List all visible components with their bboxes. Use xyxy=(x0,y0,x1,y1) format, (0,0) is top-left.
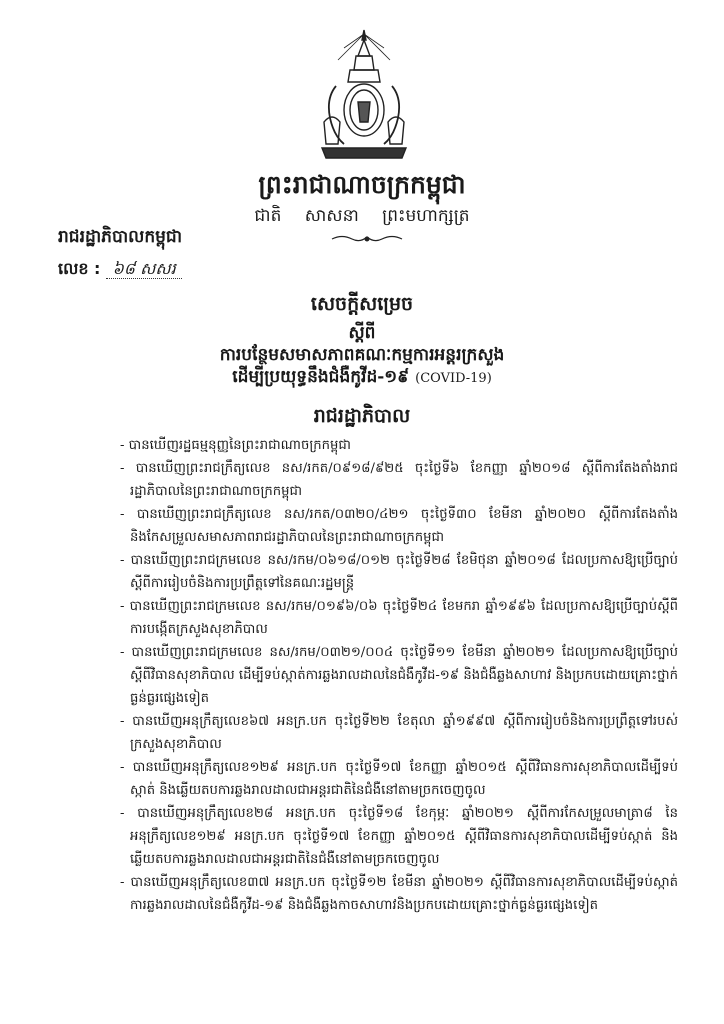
national-motto: ជាតិ សាសនា ព្រះមហាក្សត្រ xyxy=(254,206,470,226)
government-label: រាជរដ្ឋាភិបាលកម្ពុជា xyxy=(58,227,183,247)
considerations-list xyxy=(120,434,678,917)
list-item: - បានឃើញព្រះរាជក្រមលេខ នស/រកម/០៦១៨/០១២ ចុះថ្ងៃទី២៨ ខែមិថុនា ឆ្នាំ២០១៨ ដែលប្រកាសឱ្យប្រើច្បាប់ស្តីពីការរៀបចំនិងការប្រព្រឹត្តទៅនៃគណៈរដ្ឋមន្ត្រី xyxy=(120,553,678,591)
list-item: - បានឃើញអនុក្រឹត្យលេខ១២៩ អនក្រ.បក ចុះថ្ងៃទី១៧ ខែកញ្ញា ឆ្នាំ២០១៥ ស្តីពីវិធានការសុខាភិបាលដើម្បីទប់ស្កាត់ និងឆ្លើយតបការឆ្លងរាលដាលជាអន្តរជាតិនៃជំងឺនៅតាមច្រកចេញចូល xyxy=(120,760,679,798)
document-number xyxy=(58,258,182,282)
title-purpose xyxy=(0,366,724,391)
list-item: - បានឃើញអនុក្រឹត្យលេខ២៨ អនក្រ.បក ចុះថ្ងៃទី១៨ ខែកុម្ភៈ ឆ្នាំ២០២១ ស្តីពីការកែសម្រួលមាត្រា៨ នៃអនុក្រឹត្យលេខ១២៩ អនក្រ.បក ចុះថ្ងៃទី១៧ ខែកញ្ញា ឆ្នាំ២០១៥ ស្តីពីវិធានការសុខាភិបាលដើម្បីទប់ស្កាត់ និងឆ្លើយតបការឆ្លងរាលដាលជាអន្តរជាតិនៃជំងឺនៅតាមច្រកចេញចូល xyxy=(120,806,678,867)
list-item: - បានឃើញរដ្ឋធម្មនុញ្ញនៃព្រះរាជាណាចក្រកម្ពុជា xyxy=(120,438,351,453)
document-title: សេចក្តីសម្រេច xyxy=(310,293,414,315)
number-value: ៦៨ សសរ xyxy=(106,259,181,279)
title-subject: ការបន្ថែមសមាសភាពគណៈកម្មការអន្តរក្រសួង xyxy=(219,345,505,365)
list-item: - បានឃើញអនុក្រឹត្យលេខ៣៧ អនក្រ.បក ចុះថ្ងៃទី១២ ខែមីនា ឆ្នាំ២០២១ ស្តីពីវិធានការសុខាភិបាលដើម្បីទប់ស្កាត់ការឆ្លងរាលដាលនៃជំងឺកូវីដ-១៩ និងជំងឺឆ្លងកាចសាហាវនិងប្រកបដោយគ្រោះថ្នាក់ធ្ងន់ធ្ងរផ្សេងទៀត xyxy=(120,875,678,913)
list-item: - បានឃើញព្រះរាជក្រឹត្យលេខ នស/រកត/០៩១៨/៩២៥ ចុះថ្ងៃទី៦ ខែកញ្ញា ឆ្នាំ២០១៨ ស្តីពីការតែងតាំងរាជរដ្ឋាភិបាលនៃព្រះរាជាណាចក្រកម្ពុជា xyxy=(120,461,678,499)
title-covid-label: (COVID-19) xyxy=(415,371,492,386)
section-heading: រាជរដ្ឋាភិបាល xyxy=(313,405,411,427)
title-regarding: ស្តីពី xyxy=(348,323,376,343)
divider-ornament-icon xyxy=(330,232,404,246)
list-item: - បានឃើញព្រះរាជក្រឹត្យលេខ នស/រកត/០៣២០/៤២១ ចុះថ្ងៃទី៣០ ខែមីនា ឆ្នាំ២០២០ ស្តីពីការតែងតាំង និងកែសម្រួលសមាសភាពរាជរដ្ឋាភិបាលនៃព្រះរាជាណាចក្រកម្ពុជា xyxy=(120,507,678,545)
list-item: - បានឃើញព្រះរាជក្រមលេខ នស/រកម/០៣២១/០០៤ ចុះថ្ងៃទី១១ ខែមីនា ឆ្នាំ២០២១ ដែលប្រកាសឱ្យប្រើច្បាប់ស្តីពីវិធានសុខាភិបាល ដើម្បីទប់ស្កាត់ការឆ្លងរាលដាលនៃជំងឺកូវីដ-១៩ និងជំងឺឆ្លងសាហាវ និងប្រកបដោយគ្រោះថ្នាក់ធ្ងន់ធ្ងរផ្សេងទៀត xyxy=(120,645,678,706)
kingdom-heading: ព្រះរាជាណាចក្រកម្ពុជា xyxy=(258,170,466,199)
title-purpose-text: ដើម្បីប្រយុទ្ធនឹងជំងឺកូវីដ-១៩ xyxy=(232,367,410,387)
list-item: - បានឃើញព្រះរាជក្រមលេខ នស/រកម/០១៩៦/០៦ ចុះថ្ងៃទី២៤ ខែមករា ឆ្នាំ១៩៩៦ ដែលប្រកាសឱ្យប្រើច្បាប់ស្តីពីការបង្កើតក្រសួងសុខាភិបាល xyxy=(120,599,678,637)
royal-coat-of-arms-icon xyxy=(314,26,414,166)
list-item: - បានឃើញអនុក្រឹត្យលេខ៦៧ អនក្រ.បក ចុះថ្ងៃទី២២ ខែតុលា ឆ្នាំ១៩៩៧ ស្តីពីការរៀបចំនិងការប្រព្រឹត្តទៅរបស់ក្រសួងសុខាភិបាល xyxy=(120,714,678,752)
number-label: លេខ : xyxy=(58,259,101,278)
